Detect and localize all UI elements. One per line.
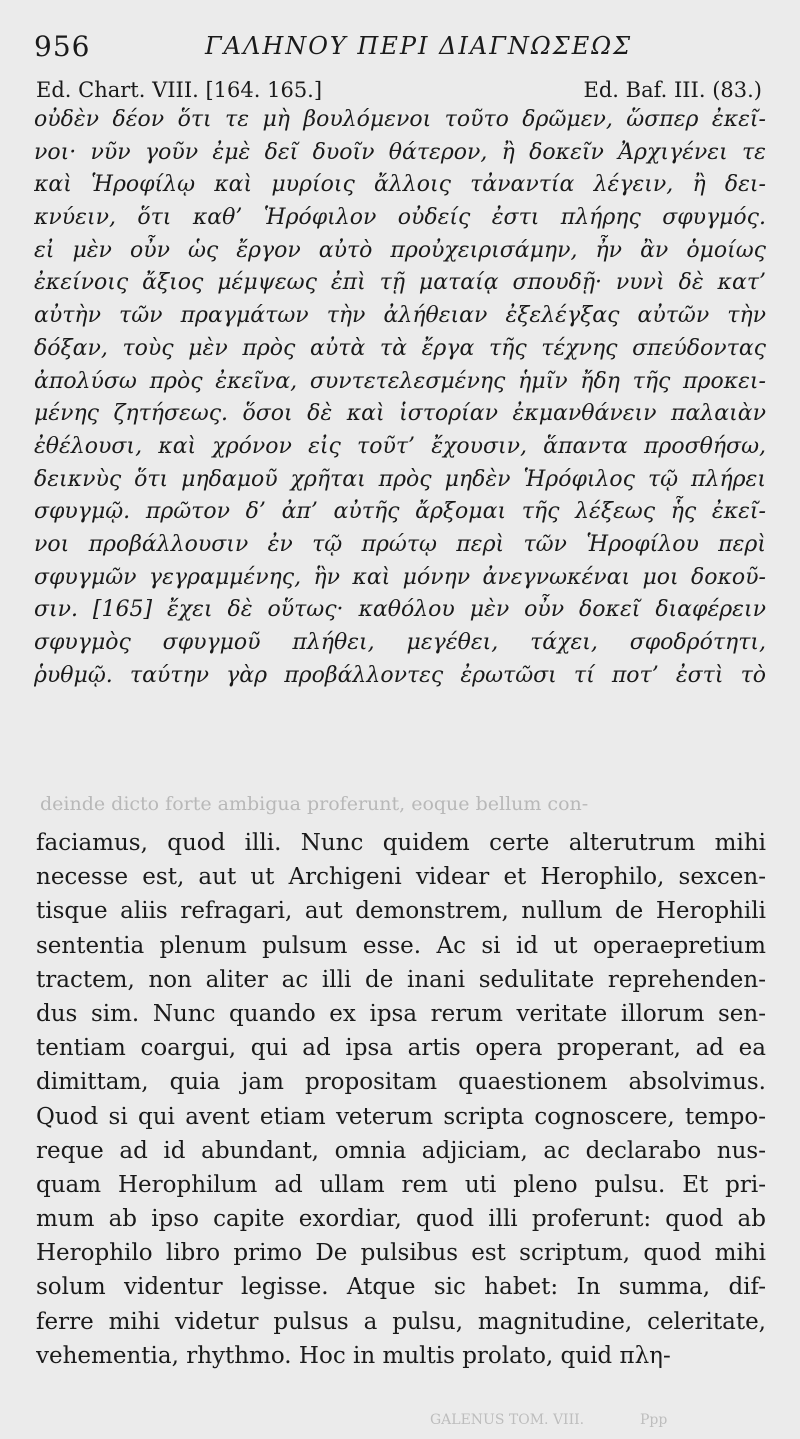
greek-line: αὐτὴν τῶν πραγμάτων τὴν ἀλήθειαν ἐξελέγξας αὐτῶν τὴν (34, 303, 766, 329)
greek-text-column (34, 104, 766, 692)
latin-line: ferre mihi videtur pulsus a pulsu, magnitudine, celeritate, (36, 1308, 766, 1335)
edition-reference-chartier: Ed. Chart. VIII. [164. 165.] (36, 78, 323, 102)
greek-line: νοι· νῦν γοῦν ἐμὲ δεῖ δυοῖν θάτερον, ἢ δοκεῖν Ἀρχιγένει τε (34, 139, 766, 165)
greek-line: καὶ Ἡροφίλῳ καὶ μυρίοις ἄλλοις τἀναντία λέγειν, ἢ δει- (34, 172, 766, 198)
page-header (0, 0, 800, 110)
latin-line: quam Herophilum ad ullam rem uti pleno pulsu. Et pri- (36, 1171, 766, 1198)
bleed-through-footer: GALENUS TOM. VIII. (430, 1412, 585, 1428)
greek-line: ἀπολύσω πρὸς ἐκεῖνα, συντετελεσμένης ἡμῖν ἤδη τῆς προκει- (34, 368, 766, 394)
latin-line: Herophilo libro primo De pulsibus est scriptum, quod mihi (36, 1240, 766, 1267)
greek-line: οὐδὲν δέον ὅτι τε μὴ βουλόμενοι τοῦτο δρῶμεν, ὥσπερ ἐκεῖ- (34, 107, 766, 132)
greek-line: ἐθέλουσι, καὶ χρόνον εἰς τοῦτ’ ἔχουσιν, ἅπαντα προσθήσω, (34, 433, 766, 459)
greek-line: σφυγμὸς σφυγμοῦ πλήθει, μεγέθει, τάχει, σφοδρότητι, (34, 630, 766, 655)
greek-line: δεικνὺς ὅτι μηδαμοῦ χρῆται πρὸς μηδὲν Ἡρόφιλος τῷ πλήρει (34, 466, 766, 492)
bleed-through-text: deinde dicto forte ambigua proferunt, eoque bellum con- (40, 793, 589, 815)
greek-line: σφυγμῷ. πρῶτον δ’ ἀπ’ αὐτῆς ἄρξομαι τῆς λέξεως ἧς ἐκεῖ- (34, 499, 766, 525)
greek-line: σφυγμῶν γεγραμμένης, ἣν καὶ μόνην ἀνεγνωκέναι μοι δοκοῦ- (34, 564, 766, 590)
latin-line: tisque aliis refragari, aut demonstrem, nullum de Herophili (36, 898, 766, 925)
latin-line: necesse est, aut ut Archigeni videar et Herophilo, sexcen- (36, 864, 766, 891)
latin-line: tentiam coargui, qui ad ipsa artis opera properant, ad ea (36, 1035, 766, 1062)
greek-line: ῥυθμῷ. ταύτην γὰρ προβάλλοντες ἐρωτῶσι τί ποτ’ ἐστὶ τὸ (34, 662, 766, 688)
latin-line: reque ad id abundant, omnia adjiciam, ac declarabo nus- (36, 1137, 766, 1164)
latin-line: dus sim. Nunc quando ex ipsa rerum veritate illorum sen- (36, 1000, 766, 1027)
latin-line: Quod si qui avent etiam veterum scripta cognoscere, tempo- (36, 1103, 766, 1130)
latin-line: vehementia, rhythmo. Hoc in multis prolato, quid πλη- (36, 1342, 671, 1369)
latin-line: mum ab ipso capite exordiar, quod illi proferunt: quod ab (36, 1206, 766, 1233)
greek-line: σιν. [165] ἔχει δὲ οὕτως· καθόλου μὲν οὖν δοκεῖ διαφέρειν (34, 597, 766, 623)
latin-line: solum videntur legisse. Atque sic habet: In summa, dif- (36, 1274, 766, 1301)
greek-line: κνύειν, ὅτι καθ’ Ἡρόφιλον οὐδείς ἐστι πλήρης σφυγμός. (34, 205, 766, 231)
greek-line: εἰ μὲν οὖν ὡς ἔργον αὐτὸ προὐχειρισάμην, ἦν ἂν ὁμοίως (34, 237, 766, 263)
latin-line: dimittam, quia jam propositam quaestionem absolvimus. (36, 1069, 766, 1096)
page-number: 956 (34, 30, 91, 63)
greek-line: νοι προβάλλουσιν ἐν τῷ πρώτῳ περὶ τῶν Ἡροφίλου περὶ (34, 531, 766, 557)
running-title: ΓΑΛΗΝΟΥ ΠΕΡΙ ΔΙΑΓΝΩΣΕΩΣ (205, 32, 633, 60)
edition-reference-basel: Ed. Baf. III. (83.) (583, 78, 762, 102)
greek-line: δόξαν, τοὺς μὲν πρὸς αὐτὰ τὰ ἔργα τῆς τέχνης σπεύδοντας (34, 335, 766, 361)
greek-line: μένης ζητήσεως. ὅσοι δὲ καὶ ἱστορίαν ἐκμανθάνειν παλαιὰν (34, 401, 766, 427)
bleed-through-signature: Ppp (640, 1412, 668, 1428)
latin-text-column (36, 826, 766, 1373)
latin-line: sententia plenum pulsum esse. Ac si id ut operaepretium (36, 932, 766, 959)
greek-line: ἐκείνοις ἄξιος μέμψεως ἐπὶ τῇ ματαίᾳ σπουδῇ· νυνὶ δὲ κατ’ (34, 270, 766, 296)
latin-line: faciamus, quod illi. Nunc quidem certe alterutrum mihi (36, 830, 766, 856)
latin-line: tractem, non aliter ac illi de inani sedulitate reprehenden- (36, 966, 766, 993)
